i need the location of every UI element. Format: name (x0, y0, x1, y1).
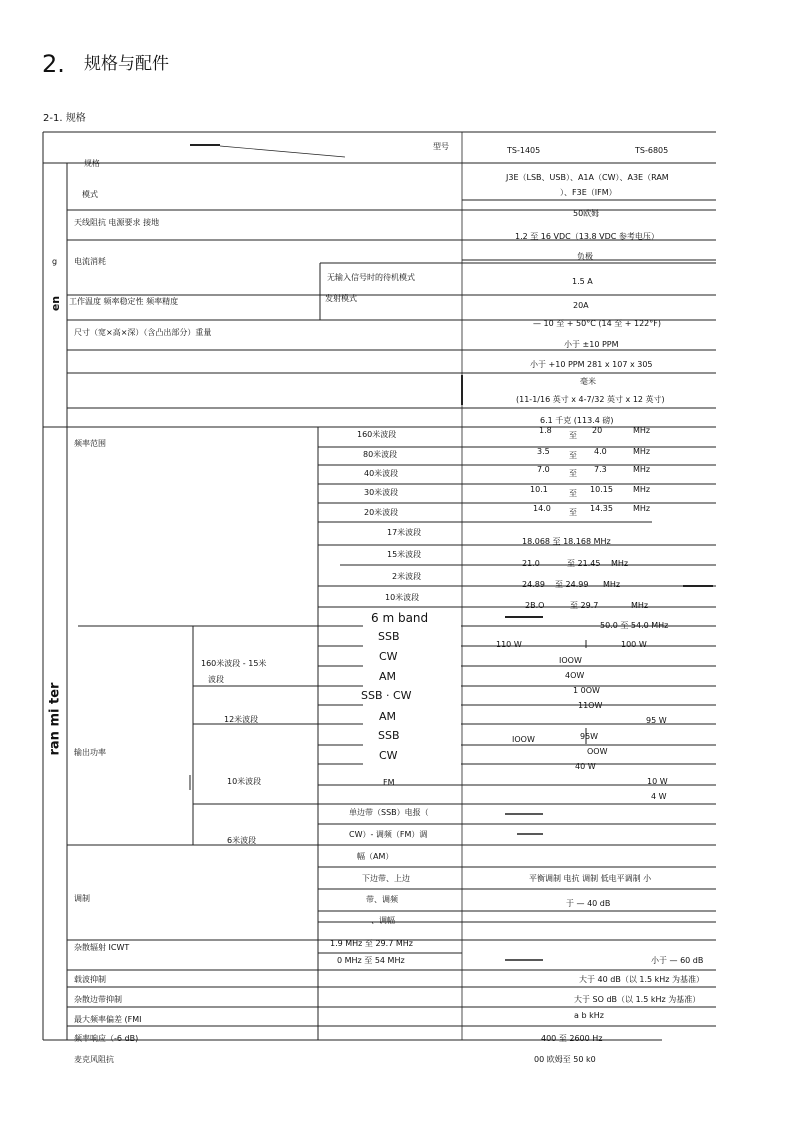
freq-unit: MHz (633, 447, 651, 456)
freq-lo: 3.5 (537, 447, 550, 456)
freq-hi: 14.35 (590, 504, 613, 513)
accuracy-value: 小于 +10 PPM 281 x 107 x 305 (530, 360, 653, 369)
freq-unit: MHz (633, 485, 651, 494)
freq-hi: 20 (592, 426, 603, 435)
modulation-sideband-1: 下边带、上边 (362, 874, 410, 883)
freq-lo: 1.8 (539, 426, 552, 435)
freq-unit: MHz (633, 504, 651, 513)
freq-band: 40米波段 (364, 469, 399, 478)
value-12-hi: 至 24.99 (555, 580, 589, 589)
modulation-sideband-3: 、调幅 (371, 916, 395, 925)
power-group-2: 12米波段 (224, 715, 259, 724)
mm-value: 毫米 (580, 377, 596, 386)
power-value: 100 W (621, 640, 647, 649)
freq-band: 20米波段 (364, 508, 399, 517)
value-15-lo: 21.0 (522, 559, 540, 568)
current-label: 电流消耗 (74, 257, 106, 266)
freq-hi: 7.3 (594, 465, 607, 474)
power-value: 95 W (646, 716, 667, 725)
mode-ssb-2: SSB (378, 729, 400, 742)
mode-ssb: SSB (378, 630, 400, 643)
spurious-range-1: 1.9 MHz 至 29.7 MHz (330, 939, 413, 948)
power-group-4: 6米波段 (227, 836, 257, 845)
page-title: 规格与配件 (84, 54, 169, 74)
spurious-label: 杂散辐射 ICWT (74, 943, 130, 952)
value-15-unit: MHz (611, 559, 629, 568)
response-label: 频率响应（-6 dB) (74, 1034, 139, 1043)
freq-to: 至 (569, 431, 577, 440)
sideband-value: 大于 SO dB（以 1.5 kHz 为基准） (574, 995, 701, 1004)
response-value: 400 至 2600 Hz (541, 1034, 603, 1043)
mode-value-2: ）、F3E（IFM） (560, 188, 617, 197)
freq-band: 160米波段 (357, 430, 397, 439)
sideband-label: 杂散边带抑制 (74, 995, 122, 1004)
freq-to: 至 (569, 469, 577, 478)
power-value: 1 0OW (573, 686, 600, 695)
modulation-ssb-2: CW）- 调频（FM）调 (349, 830, 428, 839)
spurious-value: 小于 — 60 dB (651, 956, 704, 965)
power-value: 4 W (651, 792, 667, 801)
power-value: IOOW (559, 656, 582, 665)
power-group-1b: 波段 (208, 675, 224, 684)
temp-label: 工作温度 频率稳定性 频率精度 (69, 297, 179, 306)
freq-unit: MHz (633, 465, 651, 474)
band-17: 17米波段 (387, 528, 422, 537)
value-10-unit: MHz (631, 601, 649, 610)
power-value: IOOW (512, 735, 535, 744)
side-label-transmitter: ran mi ter (47, 682, 63, 756)
freq-hi: 10.15 (590, 485, 613, 494)
weight-value: 6.1 千克 (113.4 磅) (540, 416, 614, 425)
mode-label: 模式 (82, 190, 98, 199)
mode-am: AM (379, 670, 397, 683)
modulation-ssb-3: 幅（AM） (357, 852, 394, 861)
side-char: g (52, 257, 58, 266)
power-value: 10 W (647, 777, 668, 786)
modulation-method-2: 于 — 40 dB (566, 899, 611, 908)
band-10: 10米波段 (385, 593, 420, 602)
power-value: OOW (587, 747, 608, 756)
carrier-label: 载波抑制 (74, 975, 106, 984)
temp-value: — 10 至 + 50°C (14 至 + 122°F) (533, 319, 661, 328)
power-value: 4OW (565, 671, 585, 680)
mode-fm: FM (383, 778, 395, 787)
inch-value: (11-1/16 英寸 x 4-7/32 英寸 x 12 英寸) (516, 395, 665, 404)
standby-label: 无输入信号时的待机模式 (327, 273, 415, 282)
section-title: 2-1. 规格 (43, 113, 86, 124)
modulation-ssb-1: 单边带（SSB）电报（ (349, 808, 429, 817)
mode-value-1: J3E（LSB、USB）、A1A（CW）、A3E（RAM (506, 173, 669, 182)
ground-value: 负极 (577, 252, 593, 261)
band-15: 15米波段 (387, 550, 422, 559)
power-label: 输出功率 (74, 748, 106, 757)
mic-label: 麦克风阻抗 (74, 1055, 114, 1064)
freq-band: 80米波段 (363, 450, 398, 459)
modulation-method: 平衡调制 电抗 调制 低电平调制 小 (529, 874, 652, 883)
mic-value: 00 欧姆至 50 k0 (534, 1055, 596, 1064)
value-6m: 50.0 至 54.0 MHz (600, 621, 669, 630)
model-label: 型号 (433, 142, 449, 151)
power-value: 11OW (578, 701, 603, 710)
model-a: TS-1405 (507, 146, 541, 155)
modulation-label: 调制 (74, 894, 90, 903)
deviation-value: a b kHz (574, 1011, 604, 1020)
spec-label: 规格 (84, 159, 100, 168)
value-10-hi: 至 29.7 (570, 601, 599, 610)
freq-hi: 4.0 (594, 447, 607, 456)
tx-mode-label: 发射模式 (325, 294, 357, 303)
freq-lo: 14.0 (533, 504, 551, 513)
band-12: 2米波段 (392, 572, 422, 581)
freq-label: 频率范围 (74, 439, 106, 448)
antenna-value: 50欧姆 (573, 209, 600, 218)
mode-ssb-cw: SSB · CW (361, 689, 412, 702)
size-label: 尺寸（宽×高×深）（含凸出部分）重量 (74, 328, 212, 337)
spurious-range-2: 0 MHz 至 54 MHz (337, 956, 405, 965)
mode-am-2: AM (379, 710, 397, 723)
value-15-hi: 至 21.45 (567, 559, 601, 568)
power-group-1: 160米波段 - 15米 (201, 659, 267, 668)
power-value: 40 W (575, 762, 596, 771)
deviation-label: 最大频率偏差 (FMI (74, 1015, 142, 1024)
mode-cw-2: CW (379, 749, 398, 762)
freq-to: 至 (569, 451, 577, 460)
stability-value: 小于 ±10 PPM (564, 340, 619, 349)
freq-to: 至 (569, 508, 577, 517)
model-b: TS-6805 (635, 146, 669, 155)
value-17: 18.068 至 18.168 MHz (522, 537, 611, 546)
value-10-lo: 2B.O (525, 601, 545, 610)
modulation-sideband-2: 带、调频 (366, 895, 398, 904)
antenna-label: 天线阻抗 电源要求 接地 (74, 218, 160, 227)
freq-lo: 7.0 (537, 465, 550, 474)
power-value: 95W (580, 732, 599, 741)
freq-lo: 10.1 (530, 485, 548, 494)
power-group-3: 10米波段 (227, 777, 262, 786)
value-12-unit: MHz (603, 580, 621, 589)
value-12-lo: 24.89 (522, 580, 545, 589)
freq-unit: MHz (633, 426, 651, 435)
freq-to: 至 (569, 489, 577, 498)
carrier-value: 大于 40 dB（以 1.5 kHz 为基准） (579, 975, 705, 984)
power-value: 110 W (496, 640, 522, 649)
mode-cw: CW (379, 650, 398, 663)
power-value: 1.2 至 16 VDC（13.8 VDC 参考电压） (515, 232, 659, 241)
band-6m: 6 m band (371, 611, 429, 625)
standby-value: 1.5 A (572, 277, 593, 286)
freq-band: 30米波段 (364, 488, 399, 497)
side-label-general: en (49, 295, 63, 312)
tx-mode-value: 20A (573, 301, 589, 310)
heading-number: 2. (42, 50, 65, 78)
